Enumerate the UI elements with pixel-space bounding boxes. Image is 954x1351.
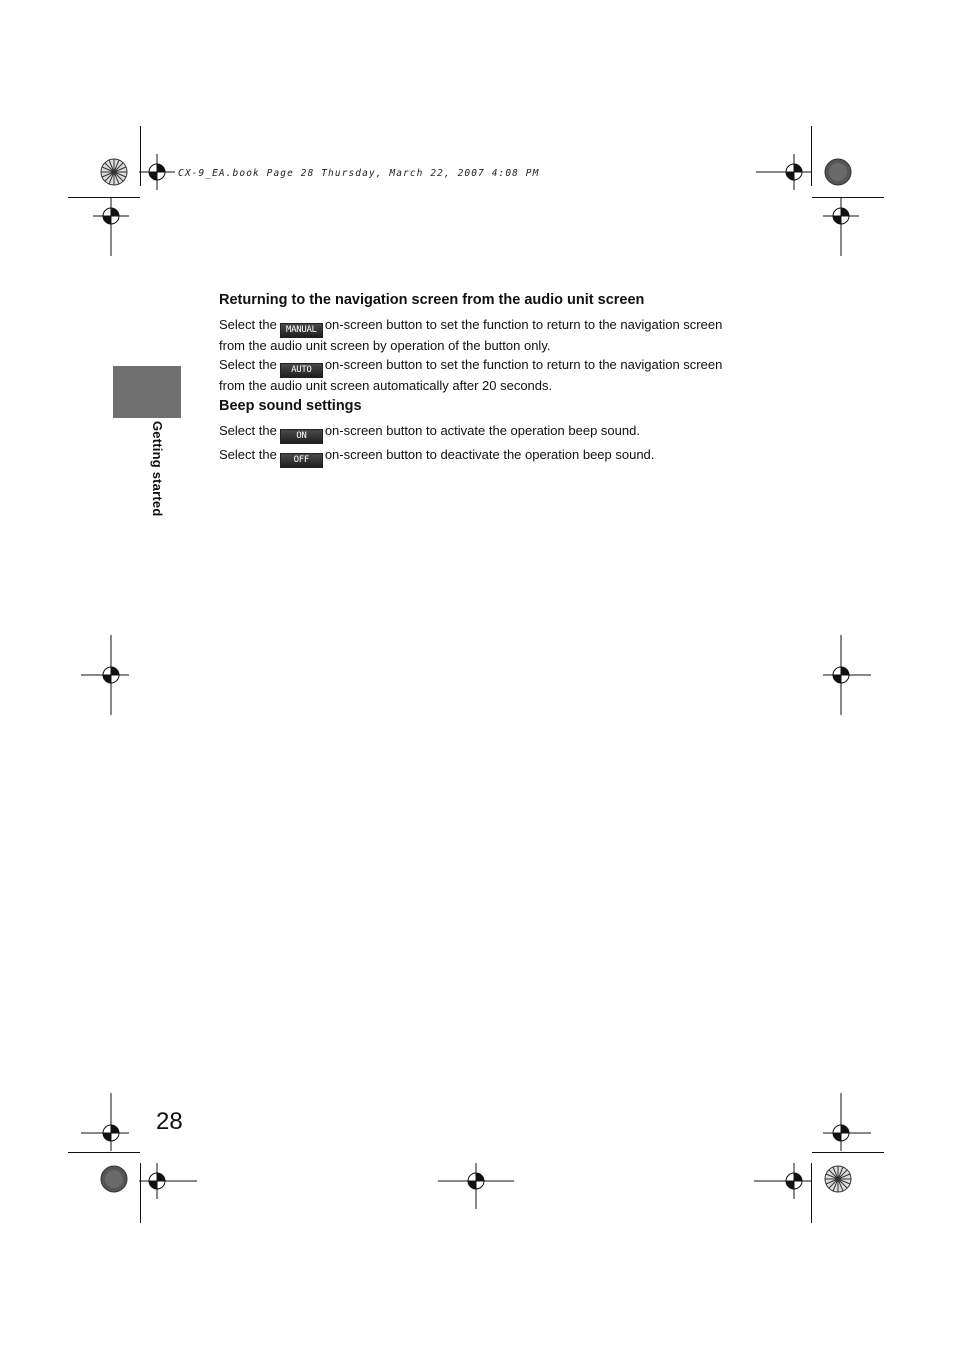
dot-screen-mark-icon <box>824 158 852 186</box>
on-button: ON <box>280 429 323 444</box>
trim-line <box>140 1163 141 1223</box>
line-text: on-screen button to set the function to return to the navigation screen <box>324 317 723 332</box>
registration-mark-icon <box>754 1141 834 1221</box>
registration-mark-icon <box>436 1141 516 1221</box>
section-heading: Returning to the navigation screen from the audio unit screen <box>219 292 645 308</box>
off-button: OFF <box>280 453 323 468</box>
section-heading: Beep sound settings <box>219 398 362 414</box>
section-return-navigation <box>219 292 779 394</box>
line-prefix: Select the <box>219 423 277 438</box>
registration-mark-icon <box>801 176 881 256</box>
trim-line <box>811 1163 812 1223</box>
line-prefix: Select the <box>219 447 277 462</box>
paragraph-line <box>219 423 779 444</box>
paragraph-line: from the audio unit screen by operation of the button only. <box>219 338 551 353</box>
section-tab <box>113 366 181 418</box>
registration-mark-icon <box>71 635 151 715</box>
print-header: CX-9_EA.book Page 28 Thursday, March 22, 2007 4:08 PM <box>178 168 540 179</box>
page-number: 28 <box>156 1108 183 1135</box>
line-prefix: Select the <box>219 317 277 332</box>
trim-line <box>812 1152 884 1153</box>
line-prefix: Select the <box>219 357 277 372</box>
registration-mark-icon <box>117 1141 197 1221</box>
paragraph-line <box>219 357 779 378</box>
section-beep-sound <box>219 398 779 468</box>
trim-line <box>68 1152 140 1153</box>
starburst-mark-icon <box>100 158 128 186</box>
paragraph-line <box>219 447 779 468</box>
section-tab-label: Getting started <box>150 421 165 517</box>
starburst-mark-icon <box>824 1165 852 1193</box>
line-text: on-screen button to set the function to return to the navigation screen <box>324 357 723 372</box>
paragraph-line <box>219 317 779 338</box>
line-text: on-screen button to deactivate the operation beep sound. <box>324 447 655 462</box>
trim-line <box>140 126 141 186</box>
registration-mark-icon <box>801 635 881 715</box>
registration-mark-icon <box>71 176 151 256</box>
auto-button: AUTO <box>280 363 323 378</box>
trim-line <box>68 197 140 198</box>
trim-line <box>811 126 812 186</box>
dot-screen-mark-icon <box>100 1165 128 1193</box>
trim-line <box>812 197 884 198</box>
line-text: on-screen button to activate the operation beep sound. <box>324 423 640 438</box>
manual-button: MANUAL <box>280 323 323 338</box>
paragraph-line: from the audio unit screen automatically after 20 seconds. <box>219 378 553 393</box>
